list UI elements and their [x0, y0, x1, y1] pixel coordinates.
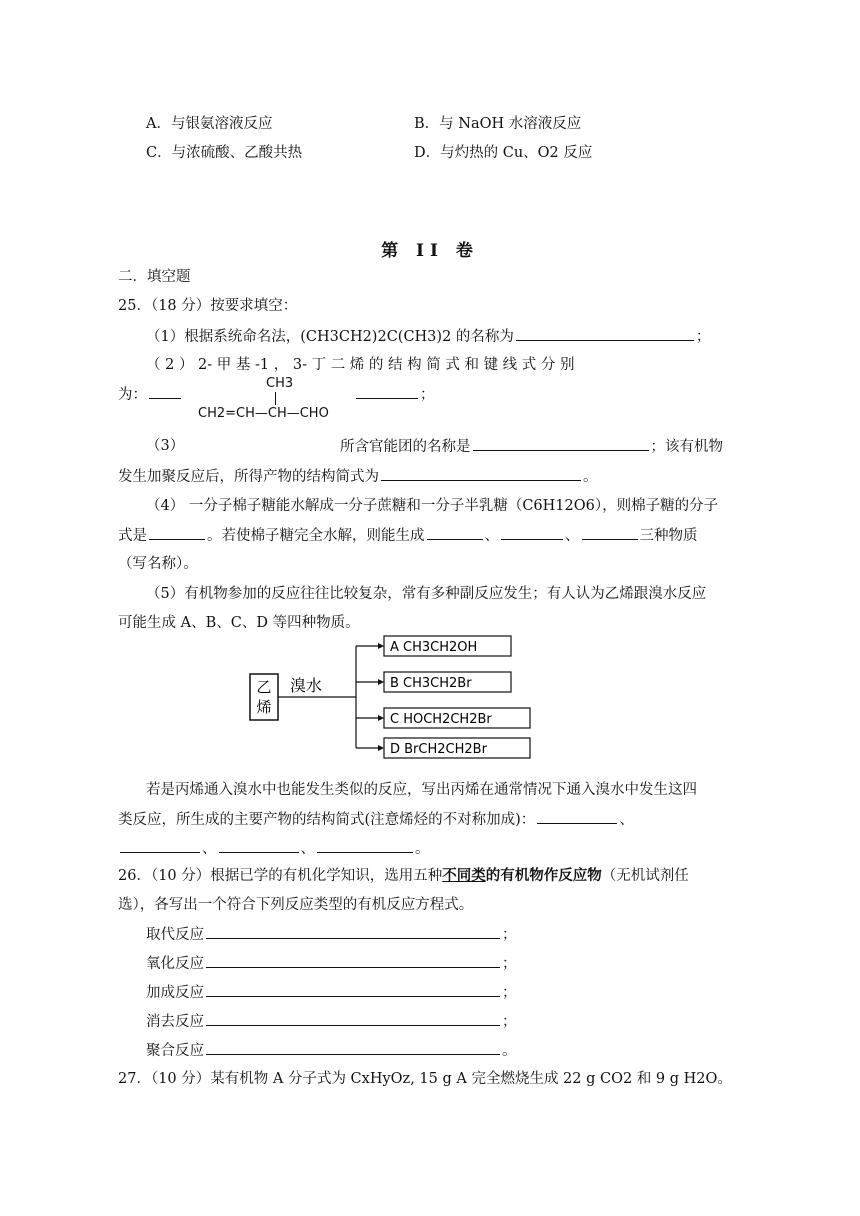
- q26-item-label: 加成反应: [146, 985, 204, 1001]
- answer-blank[interactable]: [206, 953, 500, 968]
- q26-head-tail: （无机试剂任: [601, 868, 689, 884]
- q26-item-label: 氧化反应: [146, 956, 204, 972]
- q25-part2-line1: （ 2 ） 2- 甲 基 -1 ， 3- 丁 二 烯 的 结 构 简 式 和 键 线 式 分 别: [146, 357, 575, 373]
- option-c: C．与浓硫酸、乙酸共热: [146, 145, 303, 161]
- q25-part6-sep: 、: [619, 812, 634, 828]
- q26-head-a: 26．（10 分）根据已学的有机化学知识，选用五种: [118, 868, 443, 884]
- q27-text: 27．（10 分）某有机物 A 分子式为 CxHyOz, 15 g A 完全燃烧生成 22 g CO2 和 9 g H2O。: [118, 1071, 732, 1087]
- section-title: 第 II 卷: [381, 241, 479, 261]
- q26-item-polymerization: [146, 1040, 517, 1061]
- q25-part3-end: 。: [583, 469, 598, 485]
- q25-part6-end: 。: [415, 841, 430, 857]
- reagent-label: 溴水: [290, 676, 323, 695]
- q26-item-oxidation: [146, 953, 517, 974]
- answer-blank[interactable]: [120, 838, 200, 853]
- answer-blank[interactable]: [206, 1011, 500, 1026]
- left-box-line1: 乙: [256, 678, 272, 696]
- answer-blank[interactable]: [206, 924, 500, 939]
- answer-blank[interactable]: [206, 1040, 500, 1055]
- structure-ch3: CH3: [266, 376, 294, 391]
- q25-part4-line1: （4） 一分子棉子糖能水解成一分子蔗糖和一分子半乳糖（C6H12O6），则棉子糖的分子: [146, 498, 719, 514]
- q26-item-elimination: [146, 1011, 517, 1032]
- q26-head-bold: 的有机物作反应物: [485, 867, 602, 884]
- section-fill-in: 二．填空题: [118, 269, 191, 285]
- q25-part1-end: ；: [695, 329, 711, 345]
- q25-part3-mid: ；该有机物: [650, 439, 723, 455]
- option-b: B．与 NaOH 水溶液反应: [414, 116, 582, 132]
- q25-part6-text: 类反应，所生成的主要产物的结构简式(注意烯烃的不对称加成)：: [118, 812, 536, 828]
- q25-part4-t3: 、: [484, 528, 499, 544]
- option-a: A．与银氨溶液反应: [146, 116, 273, 132]
- q25-part2-end: ；: [420, 387, 435, 403]
- q25-part6-line3: [118, 838, 430, 859]
- q26-item-label: 消去反应: [146, 1014, 204, 1030]
- q25-part6-line2: [118, 809, 634, 830]
- q25-part4-t5: 三种物质: [639, 528, 698, 544]
- q26-item-substitution: [146, 924, 517, 945]
- q26-item-label: 聚合反应: [146, 1043, 204, 1059]
- answer-blank[interactable]: [206, 982, 500, 997]
- q25-part6-line1: 若是丙烯通入溴水中也能发生类似的反应，写出丙烯在通常情况下通入溴水中发生这四: [146, 782, 697, 798]
- q26-item-addition: [146, 982, 517, 1003]
- q25-part4-line3: （写名称）。: [118, 556, 198, 572]
- q25-part6-sep2: 、: [300, 841, 315, 857]
- q25-part6-sep1: 、: [202, 841, 217, 857]
- product-a: A CH3CH2OH: [390, 640, 478, 655]
- q26-item-label: 取代反应: [146, 927, 204, 943]
- q26-item-end: ；: [502, 1014, 517, 1030]
- q26-item-end: 。: [502, 1043, 517, 1059]
- q25-part4-t1: 式是: [118, 528, 147, 544]
- answer-blank[interactable]: [219, 838, 299, 853]
- q25-part4-t4: 、: [565, 528, 580, 544]
- q25-part3-num: （3）: [146, 438, 185, 454]
- q25-heading: 25．（18 分）按要求填空：: [118, 298, 298, 314]
- q25-part3-text: 所含官能团的名称是: [340, 439, 471, 455]
- q26-item-end: ；: [502, 956, 517, 972]
- structure-chain: CH2=CH—CH—CHO: [198, 406, 329, 421]
- option-d: D．与灼热的 Cu、O2 反应: [414, 145, 593, 161]
- q25-part4-t2: 。若使棉子糖完全水解，则能生成: [207, 528, 425, 544]
- answer-blank[interactable]: [317, 838, 413, 853]
- left-box-line2: 烯: [256, 698, 272, 716]
- product-d: D BrCH2CH2Br: [390, 742, 487, 757]
- q26-head-underline: 不同类: [442, 867, 486, 884]
- q26-item-end: ；: [502, 927, 517, 943]
- q25-part5-line2: 可能生成 A、B、C、D 等四种物质。: [118, 615, 360, 631]
- q26-heading-line2: 选），各写出一个符合下列反应类型的有机反应方程式。: [118, 897, 474, 913]
- product-b: B CH3CH2Br: [390, 676, 472, 691]
- q26-item-end: ；: [502, 985, 517, 1001]
- q26-heading: [118, 866, 689, 886]
- q25-part3-line2-text: 发生加聚反应后，所得产物的结构简式为: [118, 469, 379, 485]
- answer-blank[interactable]: [537, 809, 617, 824]
- product-c: C HOCH2CH2Br: [390, 712, 492, 727]
- q25-part1-text: （1）根据系统命名法，(CH3CH2)2C(CH3)2 的名称为: [146, 329, 514, 345]
- q25-part2-prefix: 为：: [118, 387, 147, 403]
- q25-part5-line1: （5）有机物参加的反应往往比较复杂，常有多种副反应发生；有人认为乙烯跟溴水反应: [146, 586, 707, 602]
